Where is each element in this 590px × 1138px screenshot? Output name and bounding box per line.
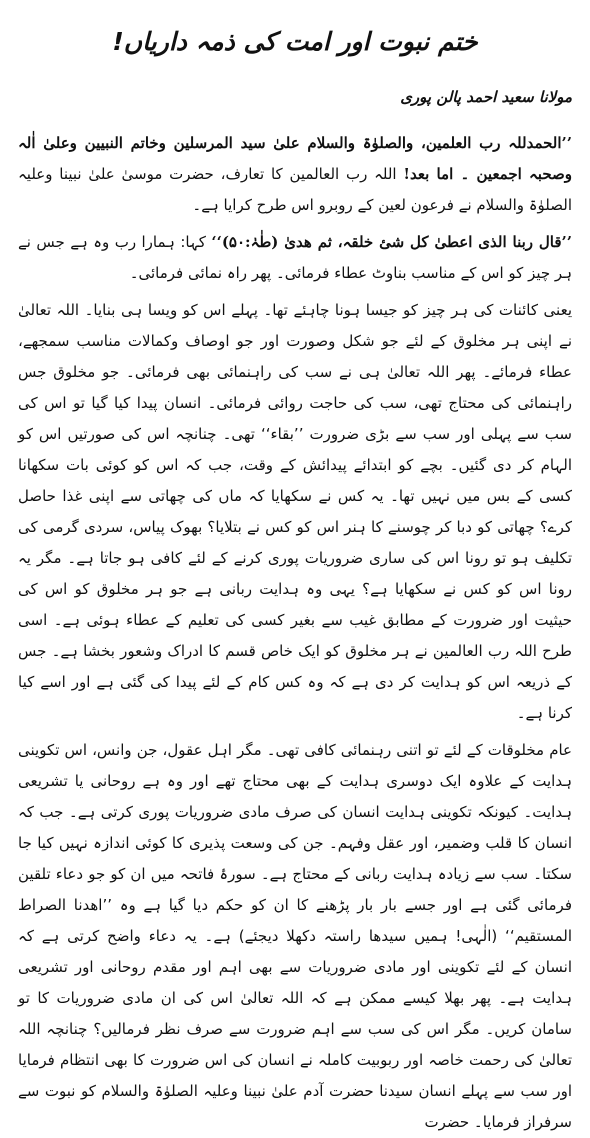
author-name: مولانا سعید احمد پالن پوری [400,88,572,106]
paragraph-text: کہا: ہمارا رب وہ ہے جس نے ہر چیز کو اس کے مناسب بناوٹ عطاء فرمائی۔ پھر راہ نمائی فرمائی۔ [18,233,572,282]
paragraph-text: یعنی کائنات کی ہر چیز کو جیسا ہونا چاہئے تھا۔ پہلے اس کو ویسا ہی بنایا۔ اللہ تعالیٰ نے اپنی ہر مخلوق کے لئے جو شکل وصورت اور جو اوصاف وکمالات مناسب سمجھے، عطاء فرمائے۔ پھر اللہ تعالیٰ ہی نے سب کی راہنمائی بھی فرمائی۔ جو مخلوق جس راہنمائی کی محتاج تھی، سب کی حاجت روائی فرمائی۔ انسان پیدا کیا گیا تو اس کی سب سے پہلی اور سب سے بڑی ضرورت ’’بقاء‘‘ تھی۔ چنانچہ اس کی صورتیں اس کو الہام کر دی گئیں۔ بچے کو ابتدائے پیدائش کے وقت، جب کہ اس کو کوئی بات سکھانا کسی کے بس میں نہیں تھا۔ یہ کس نے سکھایا کہ ماں کی چھاتی سے اپنی غذا حاصل کرے؟ چھاتی کو دبا کر چوسنے کا ہنر اس کو کس نے بتلایا؟ بھوک پیاس، سردی گرمی کی تکلیف ہو تو رونا اس کی ساری ضروریات پوری کرنے کے لئے کافی ہو جاتا ہے۔ مگر یہ رونا اس کو کس نے سکھایا ہے؟ یہی وہ ہدایت ربانی ہے جو ہر مخلوق کو اس کی حیثیت اور ضرورت کے مطابق غیب سے بغیر کسی کی تعلیم کے عطاء ہوئی ہے۔ اسی طرح اللہ رب العالمین نے ہر مخلوق کو ایک خاص قسم کا ادراک وشعور بخشا ہے۔ جس کے ذریعہ اس کو ہدایت کر دی ہے کہ وہ کس کام کے لئے پیدا کی گئی ہے اور اسے کیا کرنا ہے۔ [18,301,572,722]
article-title: ختم نبوت اور امت کی ذمہ داریاں! [112,27,478,56]
body-paragraph [18,735,572,1138]
arabic-quote: ’’الحمدللہ رب العلمین، والصلوٰۃ والسلام علیٰ سید المرسلین وخاتم النبیین وعلیٰ اٰلہ وصحبہ اجمعین ۔ اما بعد! [18,134,572,183]
body-paragraph [18,295,572,729]
body-paragraph [18,128,572,221]
paragraph-text: عام مخلوقات کے لئے تو اتنی رہنمائی کافی تھی۔ مگر اہل عقول، جن وانس، اس تکوینی ہدایت کے علاوہ ایک دوسری ہدایت کے بھی محتاج تھے اور وہ ہے روحانی یا تشریعی ہدایت۔ کیونکہ تکوینی ہدایت انسان کی صرف مادی ضروریات پوری کرتی ہے۔ جب کہ انسان کا قلب وضمیر، اور عقل وفہم۔ جن کی وسعت پذیری کا کوئی اندازہ نہیں کیا جا سکتا۔ سب سے زیادہ ہدایت ربانی کے محتاج ہے۔ سورۂ فاتحہ میں ان کو جو دعاء تلقین فرمائی گئی ہے اور جسے بار بار پڑھنے کا ان کو حکم دیا گیا ہے وہ ’’اھدنا الصراط المستقیم‘‘ (الٰہی! ہمیں سیدھا راستہ دکھلا دیجئے) ہے۔ یہ دعاء واضح کرتی ہے کہ انسان کے لئے تکوینی اور مادی ضروریات سے بھی اہم اور مقدم روحانی اور تشریعی ہدایت ہے۔ پھر بھلا کیسے ممکن ہے کہ اللہ تعالیٰ اس کی ان مادی ضروریات کا تو سامان کریں۔ مگر اس کی سب سے اہم ضرورت سے صرف نظر فرمالیں؟ چنانچہ اللہ تعالیٰ کی رحمت خاصہ اور ربوبیت کاملہ نے انسان کی اس ضرورت کا بھی انتظام فرمایا اور سب سے پہلے انسان سیدنا حضرت آدم علیٰ نبینا وعلیہ الصلوٰۃ والسلام کو نبوت سے سرفراز فرمایا۔ حضرت [18,741,572,1131]
arabic-quote: ’’قال ربنا الذی اعطیٰ کل شئ خلقہ، ثم ھدیٰ (طٰہٰ:۵۰)‘‘ [211,233,572,251]
paragraph-text: اللہ رب العالمین کا تعارف، حضرت موسیٰ علیٰ نبینا وعلیہ الصلوٰۃ والسلام نے فرعون لعین کے روبرو اس طرح کرایا ہے۔ [18,165,572,214]
body-paragraph [18,227,572,289]
